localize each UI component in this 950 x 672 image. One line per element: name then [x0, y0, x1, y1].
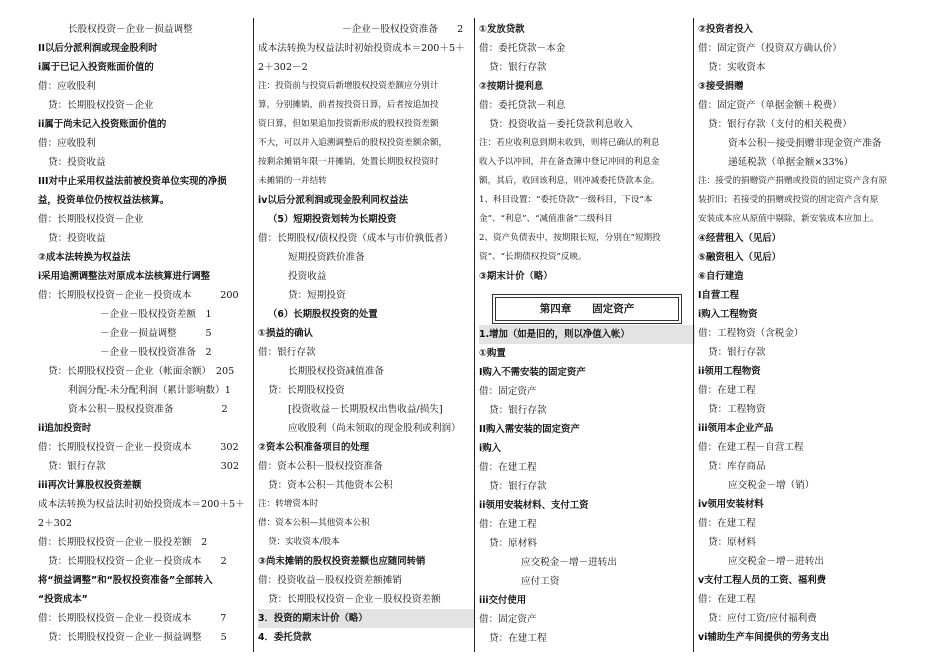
- text-line: 应收股利（尚未领取的现金股利或利润）: [288, 423, 461, 434]
- text-line: 应交税金－增（销）: [728, 480, 815, 491]
- text-line: 注：转增资本时: [258, 499, 319, 509]
- section-heading: “投资成本”: [38, 594, 88, 605]
- text-line: 借：固定资产（单据金额＋税费）: [698, 100, 842, 111]
- section-heading: 3．投资的期末计价（略）: [258, 609, 474, 628]
- chapter-title: 第四章 固定资产: [495, 297, 679, 321]
- text-line: 贷：投资收益: [48, 233, 106, 244]
- text-line: 借：在建工程: [698, 518, 756, 529]
- text-line: 借：固定资产: [479, 614, 537, 625]
- section-heading: ①发放贷款: [479, 24, 525, 35]
- section-heading: ③期末计价（略）: [479, 271, 553, 282]
- text-line: 按剩余摊销年限一并摊销，处置长期股权投资时: [258, 157, 439, 167]
- text-line: 贷：短期投资: [288, 290, 346, 301]
- text-line: 额，其后，收回该利息，则冲减委托贷款本金。: [479, 176, 660, 186]
- text-line: 借：资本公积－股权投资准备: [258, 461, 383, 472]
- section-heading: 1.增加（如是旧的，则以净值入帐）: [479, 325, 695, 344]
- text-line: 借：长期股权/债权投资（成本与市价孰低者）: [258, 233, 454, 244]
- text-line: 递延税款（单据金额×33%）: [728, 157, 854, 168]
- text-line: 资本公积－接受捐赠非现金资产准备: [728, 138, 882, 149]
- column-4: [698, 20, 914, 647]
- text-line: 长期股权投资减值准备: [288, 366, 384, 377]
- text-line: 借：工程物资（含税金）: [698, 328, 804, 339]
- section-heading: i属于已记入投资账面价值的: [38, 62, 154, 73]
- section-heading: ②资本公积准备项目的处理: [258, 442, 370, 453]
- text-line: 2＋302－2: [258, 62, 308, 73]
- section-heading: ii追加投资时: [38, 423, 92, 434]
- text-line: 长股权投资－企业－损益调整: [68, 24, 193, 35]
- text-line: 应付工资: [521, 576, 560, 587]
- column-2: [258, 20, 474, 647]
- text-line: 贷：投资收益: [48, 157, 106, 168]
- text-line: 成本法转换为权益法时初始投资成本＝200＋5＋: [258, 43, 465, 54]
- text-line: 贷：库存商品: [708, 461, 766, 472]
- section-heading: vi辅助生产车间提供的劳务支出: [698, 632, 830, 643]
- text-line: －企业－股权投资准备 2: [342, 24, 464, 35]
- section-heading: ②成本法转换为权益法: [38, 252, 131, 263]
- column-3: [479, 20, 695, 648]
- text-line: 短期投资跌价准备: [288, 252, 365, 263]
- text-line: 贷：在建工程: [489, 633, 547, 644]
- column-divider: [253, 18, 254, 652]
- section-heading: （5）短期投资划转为长期投资: [268, 214, 397, 225]
- text-line: 应交税金－增－进转出: [521, 557, 617, 568]
- text-line: 应交税金－增－进转出: [728, 556, 824, 567]
- section-heading: iii再次计算股权投资差额: [38, 480, 142, 491]
- section-heading: iv以后分派利润或现金股利同权益法: [258, 195, 408, 206]
- text-line: [投资收益－长期股权出售收益/损失]: [288, 404, 443, 415]
- text-line: 借：在建工程: [698, 594, 756, 605]
- section-heading: ③接受捐赠: [698, 81, 744, 92]
- text-line: 贷：银行存款: [489, 62, 547, 73]
- text-line: 借：在建工程: [698, 385, 756, 396]
- text-line: 贷：银行存款: [489, 405, 547, 416]
- section-heading: iii领用本企业产品: [698, 423, 774, 434]
- text-line: 成本法转换为权益法时初始投资成本＝200＋5＋: [38, 499, 245, 510]
- text-line: 贷：银行存款 302: [48, 461, 239, 472]
- text-line: 借：应收股利: [38, 81, 96, 92]
- section-heading: （6）长期股权投资的处置: [268, 309, 378, 320]
- text-line: 借：长期股权投资－企业－投资成本 302: [38, 442, 239, 453]
- section-heading: ④经营租入（见后）: [698, 233, 781, 244]
- text-line: 利润分配-未分配利润（累计影响数）1: [68, 385, 231, 396]
- text-line: 投资收益: [288, 271, 327, 282]
- text-line: 贷：银行存款（支付的相关税费）: [708, 119, 852, 130]
- section-heading: iv领用安装材料: [698, 499, 764, 510]
- text-line: 借：委托贷款－本金: [479, 43, 566, 54]
- column-1: [38, 20, 254, 647]
- section-heading: 4．委托贷款: [258, 632, 312, 643]
- section-heading: ①购置: [479, 348, 506, 359]
- text-line: 不大，可以并入追溯调整后的股权投资差额余额，: [258, 138, 448, 148]
- text-line: 贷：银行存款: [708, 347, 766, 358]
- text-line: －企业－损益调整 5: [100, 328, 212, 339]
- text-line: 贷：原材料: [489, 538, 537, 549]
- text-line: 借：长期股权投资－企业－投资成本 200: [38, 290, 239, 301]
- text-line: 未摊销的一并结转: [258, 176, 327, 186]
- text-line: 借：长期股权投资－企业－股投差额 2: [38, 537, 208, 548]
- column-divider: [693, 18, 694, 652]
- text-line: 贷：投资收益－委托贷款利息收入: [489, 119, 633, 130]
- section-heading: ii领用安装材料、支付工资: [479, 500, 589, 511]
- section-heading: III对中止采用权益法前被投资单位实现的净损: [38, 176, 227, 187]
- text-line: 贷：实收资本: [708, 62, 766, 73]
- text-line: 贷：长期股权投资－企业－股权投资差额: [268, 594, 441, 605]
- text-line: 资本公积－股权投资准备 2: [68, 404, 228, 415]
- text-line: 金”、“利息”、“减值准备”二级科目: [479, 214, 613, 224]
- text-line: 贷：长期股权投资－企业（帐面余额） 205: [48, 366, 235, 377]
- section-heading: ii属于尚未记入投资账面价值的: [38, 119, 167, 130]
- section-heading: i采用追溯调整法对原成本法核算进行调整: [38, 271, 210, 282]
- text-line: 算，分别摊销，前者按投资日算，后者按追加投: [258, 100, 439, 110]
- text-line: －企业－股权投资差额 1: [100, 309, 212, 320]
- section-heading: 将“损益调整”和“股权投资准备”全部转入: [38, 575, 213, 586]
- section-heading: iii交付使用: [479, 595, 527, 606]
- section-heading: ⑤融资租入（见后）: [698, 252, 781, 263]
- column-divider: [474, 18, 475, 652]
- section-heading: i购入: [479, 443, 501, 454]
- text-line: 借：在建工程: [479, 519, 537, 530]
- section-heading: i购入工程物资: [698, 309, 758, 320]
- text-line: 贷：应付工资/应付福利费: [708, 613, 817, 624]
- section-heading: I购入不需安装的固定资产: [479, 367, 586, 378]
- section-heading: ②投资者投入: [698, 24, 753, 35]
- text-line: 贷：长期股权投资－企业－投资成本 2: [48, 556, 227, 567]
- section-heading: II以后分派利润或现金股利时: [38, 43, 158, 54]
- text-line: 装折旧；若接受的捐赠或投资的固定资产含有原: [698, 195, 879, 205]
- text-line: 注：接受的捐赠资产捐赠或投资的固定资产含有原: [698, 176, 888, 186]
- text-line: 借：固定资产: [479, 386, 537, 397]
- section-heading: ②按期计提利息: [479, 81, 544, 92]
- section-heading: ii领用工程物资: [698, 366, 761, 377]
- text-line: 注：若应收利息到期未收到，则将已确认的利息: [479, 138, 660, 148]
- text-line: 借：长期股权投资－企业－投资成本 7: [38, 613, 227, 624]
- text-line: 收入予以冲回，并在备查簿中登记冲回的利息金: [479, 157, 660, 167]
- text-line: [479, 286, 695, 294]
- section-heading: ③尚未摊销的股权投资差额也应随同转销: [258, 556, 426, 567]
- text-line: 贷：工程物资: [708, 404, 766, 415]
- text-line: 2、资产负债表中，按期限长短，分别在“短期投: [479, 233, 661, 243]
- text-line: 资”、“长期债权投资”反映。: [479, 252, 587, 262]
- section-heading: ⑥自行建造: [698, 271, 744, 282]
- text-line: 借：在建工程: [479, 462, 537, 473]
- text-line: 贷：资本公积－其他资本公积: [268, 480, 393, 491]
- text-line: 借：资本公积—其他资本公积: [258, 518, 370, 528]
- section-heading: v支付工程人员的工资、福利费: [698, 575, 826, 586]
- text-line: 资日算，但如果追加投资新形成的股权投资差额: [258, 119, 439, 129]
- section-heading: II购入需安装的固定资产: [479, 424, 580, 435]
- text-line: 借：在建工程－自营工程: [698, 442, 804, 453]
- text-line: 借：投资收益－股权投资差额摊销: [258, 575, 402, 586]
- text-line: 借：银行存款: [258, 347, 316, 358]
- section-heading: I自营工程: [698, 290, 739, 301]
- text-line: 贷：长期股权投资－企业－损益调整 5: [48, 632, 227, 643]
- text-line: 贷：长期股权投资: [268, 385, 345, 396]
- section-heading: 益，投资单位仍按权益法核算。: [38, 195, 170, 206]
- text-line: 贷：银行存款: [489, 481, 547, 492]
- text-line: 借：应收股利: [38, 138, 96, 149]
- text-line: 贷：实收资本/股本: [268, 537, 340, 547]
- text-line: －企业－股权投资准备 2: [100, 347, 212, 358]
- text-line: 贷：长期股权投资－企业: [48, 100, 154, 111]
- section-heading: ①损益的确认: [258, 328, 313, 339]
- text-line: 借：固定资产（投资双方确认价）: [698, 43, 842, 54]
- text-line: 注：投资前与投资后新增股权投资差额应分别计: [258, 81, 439, 91]
- text-line: 安装成本应从原值中剔除，新安装成本应加上。: [698, 214, 879, 224]
- text-line: 贷：原材料: [708, 537, 756, 548]
- text-line: 2＋302: [38, 518, 73, 529]
- text-line: 1、科目设置：“委托贷款”一级科目，下设“本: [479, 195, 653, 205]
- text-line: 借：长期股权投资－企业: [38, 214, 144, 225]
- text-line: 借：委托贷款－利息: [479, 100, 566, 111]
